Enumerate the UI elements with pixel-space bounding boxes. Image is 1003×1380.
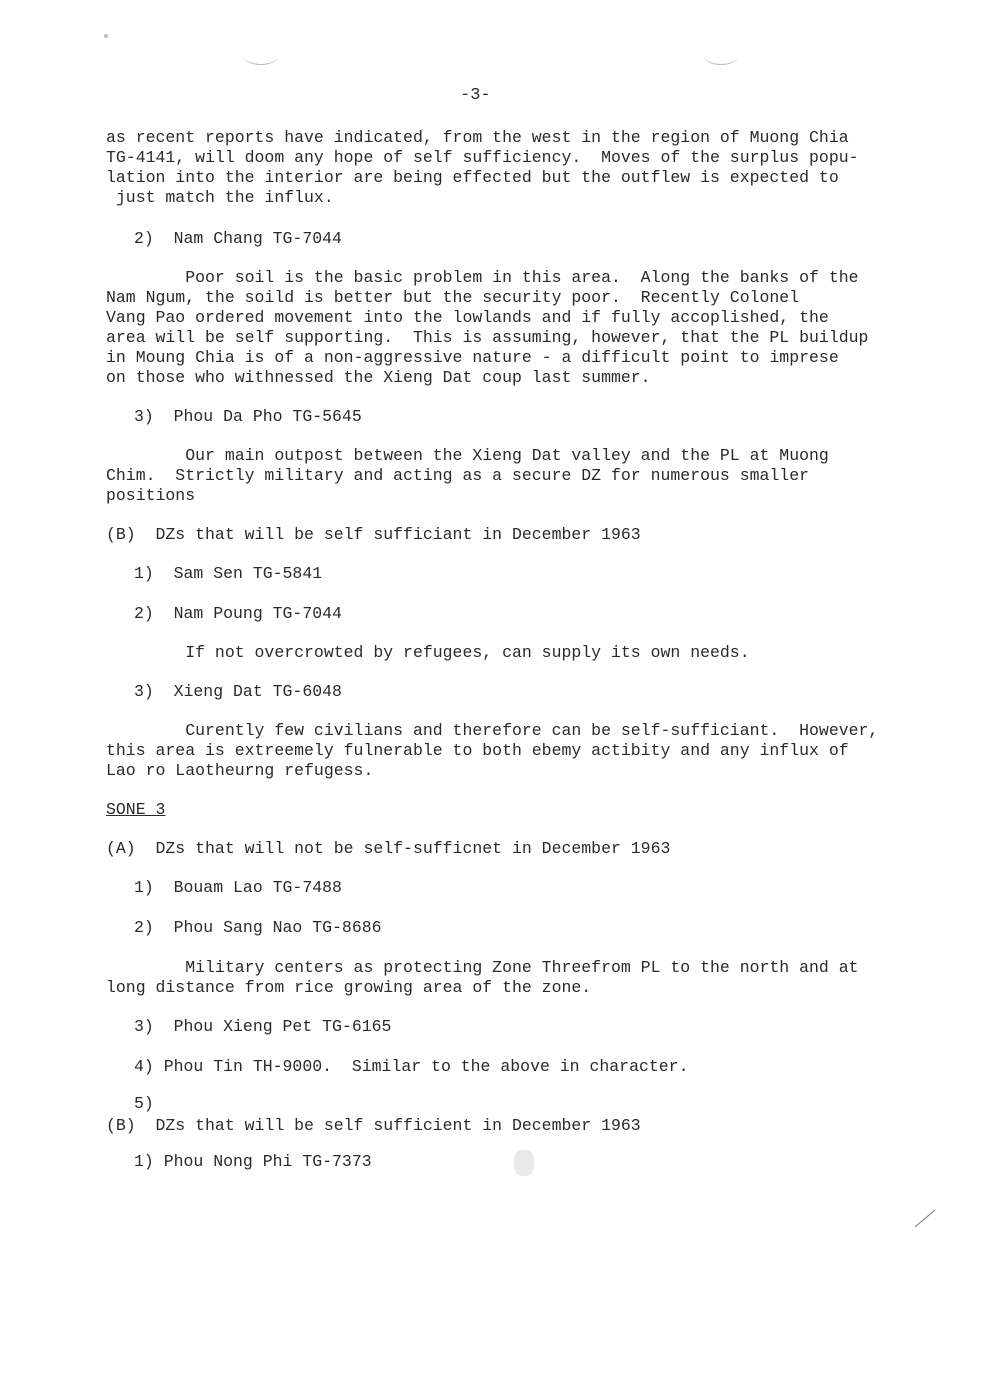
- punch-mark-left: [244, 48, 278, 65]
- list-item-phou-tin: 4) Phou Tin TH-9000. Similar to the above in character.: [134, 1057, 689, 1076]
- paragraph-line: Lao ro Laotheurng refugess.: [106, 761, 374, 780]
- section-heading-b: (B) DZs that will be self sufficient in December 1963: [106, 1116, 641, 1135]
- intro-line: lation into the interior are being effected but the outflew is expected to: [106, 168, 839, 187]
- smudge-mark: [514, 1150, 534, 1176]
- section-heading-a: (A) DZs that will not be self-sufficnet in December 1963: [106, 839, 671, 858]
- list-item-phou-sang-nao: 2) Phou Sang Nao TG-8686: [134, 918, 382, 937]
- list-item-sam-sen: 1) Sam Sen TG-5841: [134, 564, 323, 583]
- intro-line: TG-4141, will doom any hope of self sufficiency. Moves of the surplus popu-: [106, 148, 859, 167]
- paragraph-line: If not overcrowted by refugees, can supply its own needs.: [106, 643, 750, 662]
- list-item-xieng-dat: 3) Xieng Dat TG-6048: [134, 682, 342, 701]
- paragraph-line: on those who withnessed the Xieng Dat coup last summer.: [106, 368, 651, 387]
- paragraph-line: Curently few civilians and therefore can be self-sufficiant. However,: [106, 721, 879, 740]
- paragraph-line: Vang Pao ordered movement into the lowlands and if fully accoplished, the: [106, 308, 829, 327]
- intro-line: as recent reports have indicated, from the west in the region of Muong Chia: [106, 128, 849, 147]
- paragraph-line: area will be self supporting. This is assuming, however, that the PL buildup: [106, 328, 869, 347]
- pen-stroke-mark: [915, 1210, 936, 1227]
- list-item-phou-nong-phi: 1) Phou Nong Phi TG-7373: [134, 1152, 372, 1171]
- paragraph-line: in Moung Chia is of a non-aggressive nature - a difficult point to imprese: [106, 348, 839, 367]
- list-item-phou-xieng-pet: 3) Phou Xieng Pet TG-6165: [134, 1017, 392, 1036]
- page-number: -3-: [460, 86, 491, 105]
- paragraph-line: Chim. Strictly military and acting as a secure DZ for numerous smaller: [106, 466, 810, 485]
- speck-mark: [104, 34, 108, 38]
- intro-line: just match the influx.: [106, 188, 334, 207]
- list-item-nam-chang: 2) Nam Chang TG-7044: [134, 229, 342, 248]
- zone-heading: SONE 3: [106, 800, 166, 819]
- punch-mark-right: [704, 48, 738, 65]
- paragraph-line: Poor soil is the basic problem in this area. Along the banks of the: [106, 268, 859, 287]
- struck-item-number: 5): [134, 1094, 154, 1113]
- list-item-bouam-lao: 1) Bouam Lao TG-7488: [134, 878, 342, 897]
- paragraph-line: this area is extreemely fulnerable to both ebemy actibity and any influx of: [106, 741, 849, 760]
- paragraph-line: Our main outpost between the Xieng Dat valley and the PL at Muong: [106, 446, 829, 465]
- paragraph-line: Nam Ngum, the soild is better but the security poor. Recently Colonel: [106, 288, 800, 307]
- paragraph-line: positions: [106, 486, 196, 505]
- section-heading-b: (B) DZs that will be self sufficiant in December 1963: [106, 525, 641, 544]
- paragraph-line: Military centers as protecting Zone Threefrom PL to the north and at: [106, 958, 859, 977]
- paragraph-line: long distance from rice growing area of the zone.: [106, 978, 592, 997]
- list-item-phou-da-pho: 3) Phou Da Pho TG-5645: [134, 407, 362, 426]
- list-item-nam-poung: 2) Nam Poung TG-7044: [134, 604, 342, 623]
